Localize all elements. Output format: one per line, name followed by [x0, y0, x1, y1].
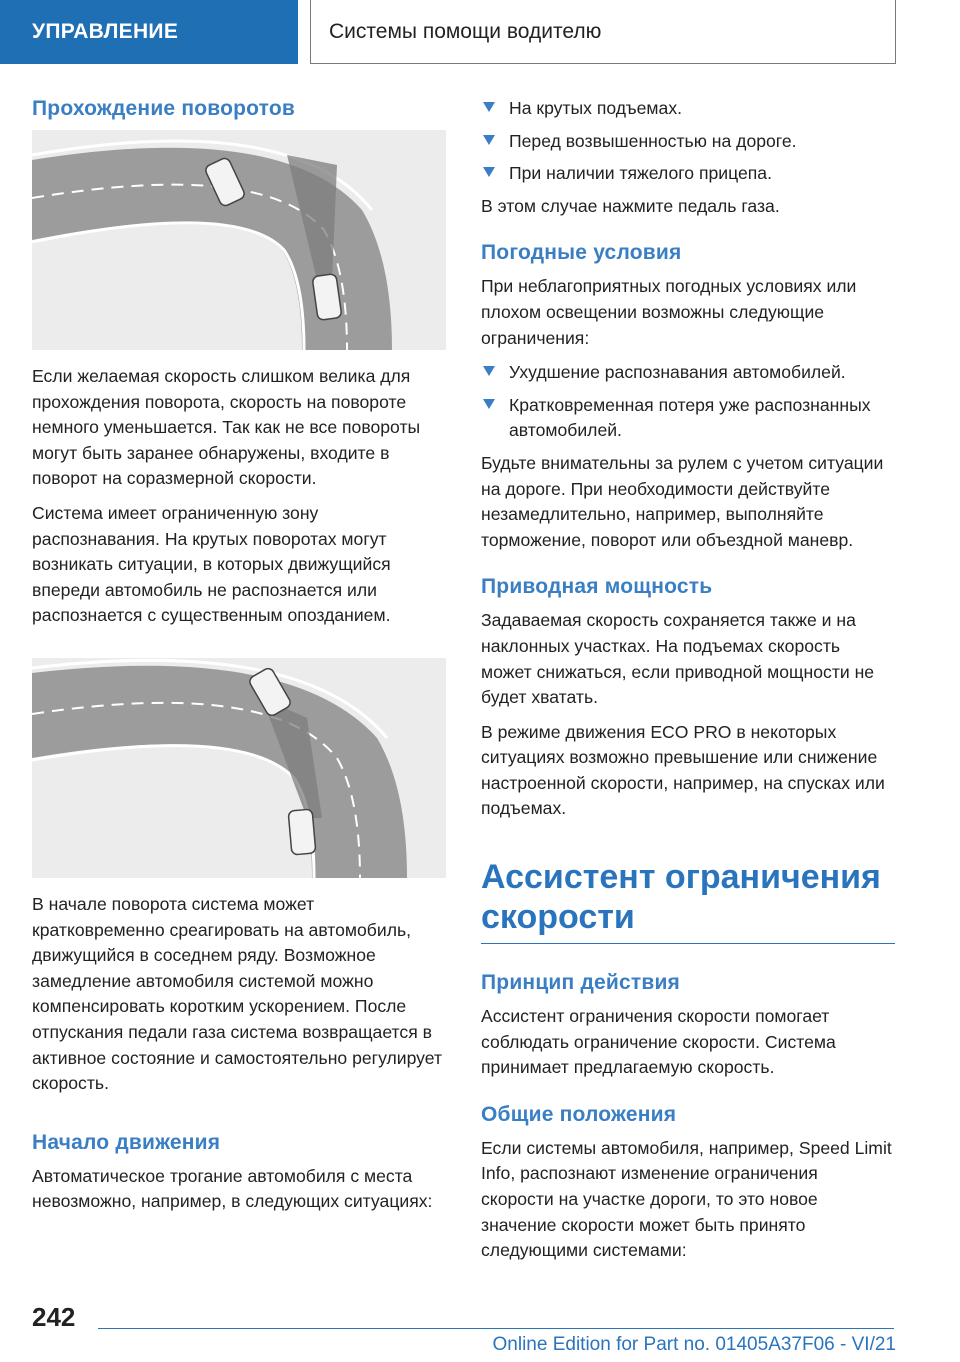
para-start: Автоматическое трогание автомобиля с места невозможно, например, в следующих ситуациях: [32, 1165, 433, 1212]
page-number: 242 [32, 1302, 76, 1332]
para-power-2: В режиме движения ECO PRO в некоторых ситуациях возможно превышение или снижение настроенной скорости, например, на спусках или подъемах. [481, 721, 885, 819]
heading-start: Начало движения [32, 1130, 221, 1154]
heading-speed-limit-assist: Ассистент ограничения скорости [481, 858, 881, 937]
list-item: Перед возвышенностью на дороге. [481, 129, 895, 155]
heading-weather: Погодные условия [481, 241, 682, 265]
footer-edition: Online Edition for Part no. 01405A37F06 - VI/21 [492, 1334, 896, 1355]
heading-general: Общие положения [481, 1102, 677, 1126]
para-cornering-3: В начале поворота система может кратковременно среагировать на автомобиль, движущийся в соседнем ряду. Возможное замедление автомобиля системой можно компенсировать коротким ускорением. После отпускания педали газа система возвращается в активное состояние и самостоятельно регулирует скорость. [32, 893, 443, 1094]
triangle-bullet-icon [483, 399, 495, 409]
section-tab [0, 0, 298, 64]
chapter-header [310, 0, 896, 64]
triangle-bullet-icon [483, 135, 495, 145]
list-item: Кратковременная потеря уже распознанных автомобилей. [481, 393, 895, 444]
heading-cornering: Прохождение поворотов [32, 97, 295, 120]
heading-principle: Принцип действия [481, 971, 681, 995]
triangle-bullet-icon [483, 366, 495, 376]
triangle-bullet-icon [483, 102, 495, 112]
chapter-title: Системы помощи водителю [329, 19, 602, 43]
para-cornering-1: Если желаемая скорость слишком велика для прохождения поворота, скорость на повороте немного уменьшается. Так как не все повороты могут быть заранее обнаружены, входите в поворот на соразмерной скорости. [32, 366, 421, 489]
list-item: При наличии тяжелого прицепа. [481, 161, 895, 187]
triangle-bullet-icon [483, 167, 495, 177]
left-column [32, 96, 446, 1224]
section-heading-wrap [481, 857, 895, 944]
footer-divider [98, 1328, 894, 1329]
list-item: Ухудшение распознавания автомобилей. [481, 360, 895, 386]
right-column [481, 96, 895, 1273]
start-conditions-list [481, 96, 895, 187]
para-cornering-2: Система имеет ограниченную зону распознавания. На крутых поворотах могут возникать ситуации, в которых движущийся впереди автомобиль не распознается или распознается с существенным опозданием. [32, 502, 391, 626]
para-weather: При неблагоприятных погодных условиях или плохом освещении возможны следующие ограничения: [481, 276, 857, 348]
list-item: На крутых подъемах. [481, 96, 895, 122]
para-attention: Будьте внимательны за рулем с учетом ситуации на дороге. При необходимости действуйте незамедлительно, например, выполняйте торможение, поворот или объездной маневр. [481, 452, 884, 550]
para-principle: Ассистент ограничения скорости помогает соблюдать ограничение скорости. Система принимает предлагаемую скорость. [481, 1006, 836, 1078]
heading-power: Приводная мощность [481, 575, 713, 599]
para-press-gas: В этом случае нажмите педаль газа. [481, 195, 780, 216]
para-general: Если системы автомобиля, например, Speed Limit Info, распознают изменение ограничения скорости на участке дороги, то это новое значение скорости может быть принято следующими системами: [481, 1137, 892, 1261]
cornering-illustration-1 [32, 130, 446, 350]
cornering-illustration-2 [32, 658, 446, 878]
weather-limits-list [481, 360, 895, 444]
section-title: УПРАВЛЕНИЕ [32, 20, 179, 43]
para-power-1: Задаваемая скорость сохраняется также и на наклонных участках. На подъемах скорость может снижаться, если приводной мощности не будет хватать. [481, 610, 875, 708]
